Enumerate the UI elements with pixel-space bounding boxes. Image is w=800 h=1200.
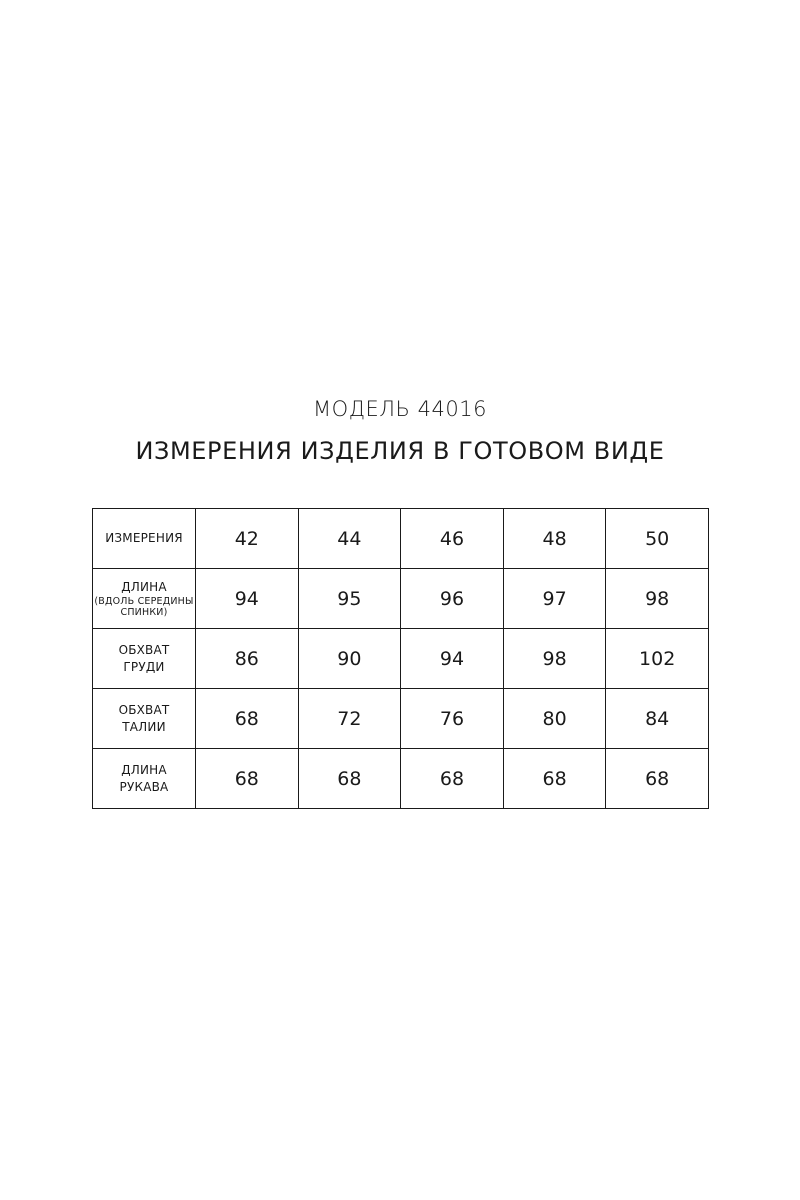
value-cell: 68 — [503, 749, 606, 809]
table-row — [93, 689, 709, 749]
row-label-line: ГРУДИ — [123, 659, 165, 674]
row-label-line: РУКАВА — [119, 779, 169, 794]
table-row — [93, 569, 709, 629]
size-cell: 46 — [401, 509, 504, 569]
value-cell: 68 — [606, 749, 709, 809]
value-cell: 84 — [606, 689, 709, 749]
table-row — [93, 629, 709, 689]
row-label-cell — [93, 689, 196, 749]
value-cell: 68 — [196, 749, 299, 809]
value-cell: 72 — [298, 689, 401, 749]
value-cell: 68 — [401, 749, 504, 809]
row-label-line: ТАЛИИ — [122, 719, 166, 734]
row-label-line: ДЛИНА — [121, 762, 167, 777]
value-cell: 97 — [503, 569, 606, 629]
header-label-cell — [93, 509, 196, 569]
value-cell: 95 — [298, 569, 401, 629]
value-cell: 86 — [196, 629, 299, 689]
value-cell: 94 — [196, 569, 299, 629]
value-cell: 98 — [503, 629, 606, 689]
value-cell: 98 — [606, 569, 709, 629]
value-cell: 80 — [503, 689, 606, 749]
value-cell: 76 — [401, 689, 504, 749]
value-cell: 68 — [196, 689, 299, 749]
value-cell: 90 — [298, 629, 401, 689]
model-title: МОДЕЛЬ 44016 — [313, 397, 487, 421]
row-sublabel-line: СПИНКИ) — [120, 607, 168, 618]
page-heading: ИЗМЕРЕНИЯ ИЗДЕЛИЯ В ГОТОВОМ ВИДЕ — [135, 437, 665, 465]
size-cell: 50 — [606, 509, 709, 569]
table-row — [93, 749, 709, 809]
row-label-cell — [93, 569, 196, 629]
value-cell: 96 — [401, 569, 504, 629]
header-label: ИЗМЕРЕНИЯ — [105, 531, 183, 545]
size-cell: 42 — [196, 509, 299, 569]
size-cell: 48 — [503, 509, 606, 569]
row-label-cell — [93, 629, 196, 689]
size-table — [92, 508, 709, 809]
value-cell: 102 — [606, 629, 709, 689]
row-label-line: ДЛИНА — [121, 580, 167, 594]
size-cell: 44 — [298, 509, 401, 569]
value-cell: 94 — [401, 629, 504, 689]
row-label-line: ОБХВАТ — [118, 642, 170, 657]
table-header-row — [93, 509, 709, 569]
row-label-cell — [93, 749, 196, 809]
row-sublabel-line: (ВДОЛЬ СЕРЕДИНЫ — [94, 596, 194, 607]
value-cell: 68 — [298, 749, 401, 809]
row-label-line: ОБХВАТ — [118, 702, 170, 717]
